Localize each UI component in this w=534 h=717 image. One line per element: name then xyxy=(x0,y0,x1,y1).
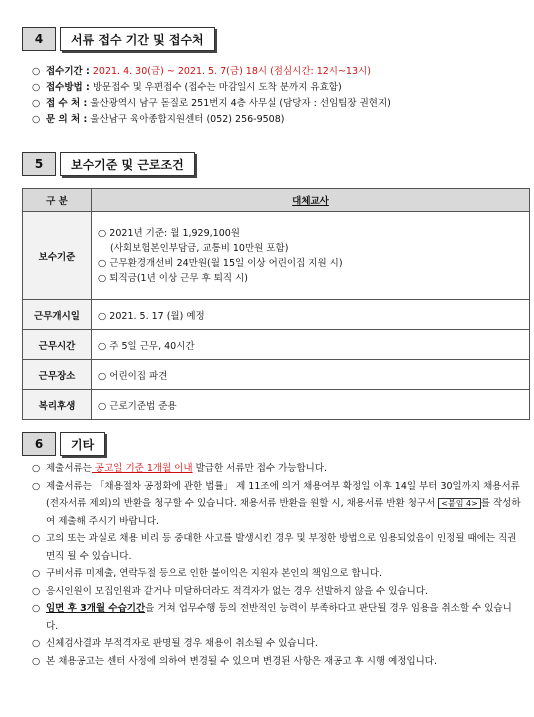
table-header-cell: 대체교사 xyxy=(92,189,530,212)
cell-line: (사회보험본인부담금, 교통비 10만원 포함) xyxy=(110,242,289,254)
item-key: 접수기간 : xyxy=(46,66,90,77)
reception-info-list xyxy=(32,64,391,128)
table-header-cell: 구 분 xyxy=(23,189,92,212)
note-highlight: 공고일 기준 1개월 이내 xyxy=(91,463,193,474)
note-item xyxy=(32,653,522,671)
item-key: 접수방법 : xyxy=(46,82,90,93)
row-label: 복리후생 xyxy=(23,390,92,420)
section-6-header xyxy=(22,432,105,456)
note-item xyxy=(32,583,522,601)
section-number: 4 xyxy=(22,27,56,51)
bullet-icon: ○ xyxy=(32,66,41,77)
working-conditions-table xyxy=(22,188,530,420)
section-title: 기타 xyxy=(60,432,105,456)
row-value xyxy=(92,212,530,300)
note-text: 본 채용공고는 센터 사정에 의하여 변경될 수 있으며 변경된 사항은 재공고 후 시행 예정입니다. xyxy=(46,655,438,667)
bullet-icon: ○ xyxy=(32,638,41,649)
item-value: 2021. 4. 30(금) ~ 2021. 5. 7(금) 18시 (점심시간: 12시~13시) xyxy=(92,66,371,77)
bullet-icon: ○ xyxy=(32,533,41,544)
note-text: 신체검사결과 부적격자로 판명될 경우 채용이 취소될 수 있습니다. xyxy=(46,638,318,649)
bullet-icon: ○ xyxy=(32,585,41,597)
row-value: ○ 2021. 5. 17 (월) 예정 xyxy=(92,300,530,330)
note-item xyxy=(32,565,522,583)
bullet-icon: ○ xyxy=(32,480,41,492)
cell-line: ○ 2021년 기준: 월 1,929,100원 xyxy=(98,227,240,239)
bullet-icon: ○ xyxy=(32,98,41,109)
bullet-icon: ○ xyxy=(32,82,41,93)
table-row xyxy=(23,300,530,330)
section-5-header xyxy=(22,152,195,176)
note-text: 고의 또는 과실로 채용 비리 등 중대한 사고를 발생시킨 경우 및 부정한 방법으로 임용되었음이 인정될 때에는 직권면직 될 수 있습니다. xyxy=(46,533,517,562)
note-text: 응시인원이 모집인원과 같거나 미달하더라도 적격자가 없는 경우 선발하지 않을 수 있습니다. xyxy=(46,585,428,597)
row-value: ○ 어린이집 파견 xyxy=(92,360,530,390)
bullet-icon: ○ xyxy=(32,603,41,614)
note-item xyxy=(32,600,522,635)
note-text: 구비서류 미제출, 연락두절 등으로 인한 불이익은 지원자 본인의 책임으로 합니다. xyxy=(46,568,383,579)
list-item xyxy=(32,112,391,128)
row-label: 근무개시일 xyxy=(23,300,92,330)
list-item xyxy=(32,80,391,96)
notes-list xyxy=(32,460,522,670)
item-key: 문 의 처 : xyxy=(46,114,88,125)
bullet-icon: ○ xyxy=(32,568,41,579)
bullet-icon: ○ xyxy=(32,463,41,474)
bullet-icon: ○ xyxy=(32,655,41,667)
note-item xyxy=(32,460,522,478)
attachment-badge: <붙임 4> xyxy=(438,498,481,509)
list-item xyxy=(32,64,391,80)
cell-line: ○ 근무환경개선비 24만원(월 15일 이상 어린이집 지원 시) xyxy=(98,257,343,269)
item-value: 울산남구 육아종합지원센터 (052) 256-9508) xyxy=(90,114,285,125)
table-header-row xyxy=(23,189,530,212)
note-text: 제출서류는 xyxy=(46,463,92,474)
item-key: 접 수 처 : xyxy=(46,98,88,109)
section-number: 5 xyxy=(22,152,56,176)
note-item xyxy=(32,635,522,653)
list-item xyxy=(32,96,391,112)
row-value: ○ 근로기준법 준용 xyxy=(92,390,530,420)
item-value: 방문접수 및 우편접수 (접수는 마감일시 도착 분까지 유효함) xyxy=(92,82,342,93)
note-highlight: 임면 후 3개월 수습기간 xyxy=(46,603,146,614)
row-label: 근무장소 xyxy=(23,360,92,390)
table-row xyxy=(23,212,530,300)
table-row xyxy=(23,360,530,390)
section-title: 서류 접수 기간 및 접수처 xyxy=(60,27,215,51)
section-4-header xyxy=(22,27,215,51)
cell-line: ○ 퇴직금(1년 이상 근무 후 퇴직 시) xyxy=(98,272,248,284)
row-label: 근무시간 xyxy=(23,330,92,360)
bullet-icon: ○ xyxy=(32,114,41,125)
table-row xyxy=(23,390,530,420)
note-text: 을 거쳐 업무수행 등의 전반적인 능력이 부족하다고 판단될 경우 임용을 취소할 수 있습니다. xyxy=(46,603,512,632)
item-value: 울산광역시 남구 돋질로 251번지 4층 사무실 (담당자 : 선임팀장 권현지) xyxy=(90,98,391,109)
note-item xyxy=(32,478,522,531)
row-value: ○ 주 5일 근무, 40시간 xyxy=(92,330,530,360)
note-text: 발급한 서류만 접수 가능합니다. xyxy=(192,463,328,474)
table-row xyxy=(23,330,530,360)
section-number: 6 xyxy=(22,432,56,456)
note-item xyxy=(32,530,522,565)
section-title: 보수기준 및 근로조건 xyxy=(60,152,195,176)
note-text: 제출서류는 「채용절차 공정화에 관한 법률」 제 11조에 의거 채용여부 확정일 이후 14일 부터 30일까지 채용서류(전자서류 제외)의 반환을 청구할 수 있습니다. 채용서류 반환을 원할 시, 채용서류 반환 청구서 xyxy=(46,480,520,509)
note-text: 를 작성하여 제출해 주시기 바랍니다. xyxy=(46,498,521,527)
row-label: 보수기준 xyxy=(23,212,92,300)
